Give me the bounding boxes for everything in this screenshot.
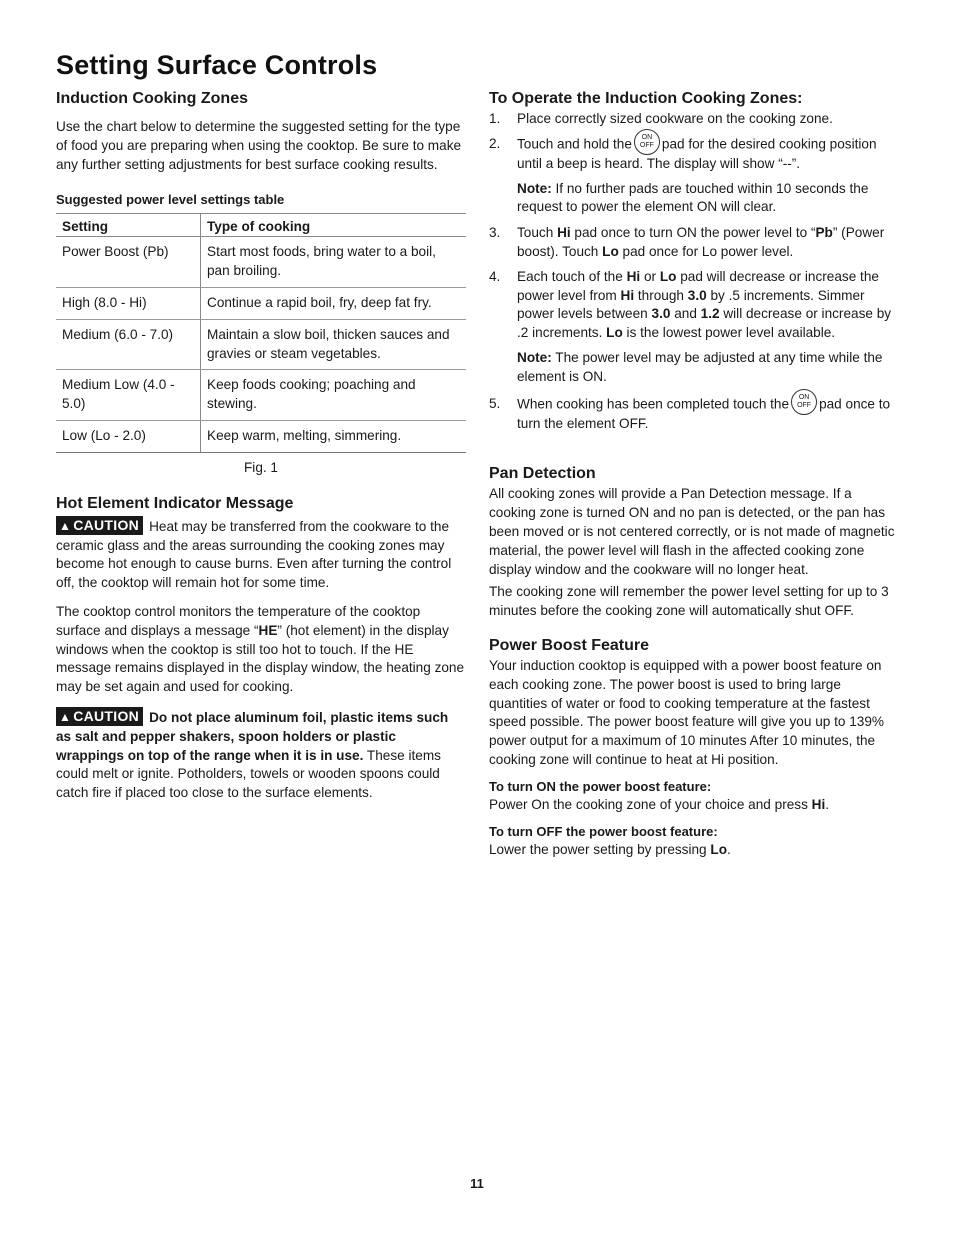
operate-steps: [489, 110, 901, 174]
figure-label: Fig. 1: [244, 459, 278, 475]
table-header-setting: Setting: [56, 214, 201, 237]
turn-off-heading: To turn OFF the power boost feature:: [489, 823, 718, 839]
note-2: [489, 349, 901, 387]
caution-badge: [56, 516, 143, 535]
step-4: 4. Each touch of the Hi or Lo pad will decrease or increase the power level from Hi through 3.0 by .5 increments. Simmer power levels between 3.0 and 1.2 will decrease or increase by .2 increments. Lo is the lowest power level available.: [489, 268, 892, 341]
monitor-paragraph: [56, 603, 466, 697]
monitor-text-pre: The cooktop control monitors the temperature of the cooktop surface and displays a message “: [56, 603, 421, 638]
operate-steps-end: [489, 395, 901, 434]
operate-steps-cont: [489, 224, 901, 343]
caution-badge-label: CAUTION: [73, 707, 140, 724]
pan-detection-text-1: All cooking zones will provide a Pan Detection message. If a cooking zone is turned ON and no pan is detected, or the pan has been moved or is not centered correctly, or is not made of magnetic material, the power level will flash in the affected cooking zone display window and the cookware will no longer heat.: [489, 486, 895, 577]
caution1-paragraph: [56, 516, 466, 593]
table-cell-setting: Low (Lo - 2.0): [56, 420, 201, 452]
right-column: [489, 88, 901, 859]
table-row: [56, 237, 466, 288]
on-off-pad-icon: ON OFF: [791, 389, 817, 415]
table-cell-type: Keep warm, melting, simmering.: [201, 420, 467, 452]
caution2-text: These items could melt or ignite. Potholders, towels or wooden spoons could catch fire if placed too close to the surface elements.: [56, 747, 441, 801]
table-row: [56, 287, 466, 319]
turn-on-text: Power On the cooking zone of your choice and press Hi.: [489, 796, 830, 812]
pan-detection-heading: Pan Detection: [489, 465, 596, 483]
note-label: Note:: [517, 349, 552, 365]
table-caption: Suggested power level settings table: [56, 192, 285, 208]
table-row: [56, 370, 466, 421]
induction-text: Use the chart below to determine the suggested setting for the type of food you are preparing when using the cooktop. Be sure to make any further setting adjustments for best surface cooking results.: [56, 119, 462, 172]
step-1: 1. Place correctly sized cookware on the cooking zone.: [489, 111, 833, 126]
table-cell-setting: Medium Low (4.0 - 5.0): [56, 370, 201, 421]
hot-element-heading: Hot Element Indicator Message: [56, 494, 294, 512]
power-boost-heading: Power Boost Feature: [489, 636, 650, 654]
step-5: 5. When cooking has been completed touch the ON OFF pad once to turn the element OFF.: [489, 395, 901, 434]
note-2-text: The power level may be adjusted at any time while the element is ON.: [517, 349, 883, 384]
monitor-he: HE: [258, 622, 278, 638]
step-5-pre: When cooking has been completed touch the: [517, 396, 790, 412]
step-5-post: pad once to turn the element OFF.: [517, 396, 891, 431]
power-boost-text: Your induction cooktop is equipped with a power boost feature on each cooking zone. The power boost is used to bring large quantities of water or food to cooking temperature at the fastest speed possible. The power boost feature will give you up to 139% power output for a maximum of 10 minutes After 10 minutes, the cooking zone will continue to heat at Hi position.: [489, 657, 884, 767]
table-cell-type: Continue a rapid boil, fry, deep fat fry.: [201, 287, 467, 319]
step-2-pre: Touch and hold the: [517, 136, 632, 152]
warning-triangle-icon: ▲: [59, 518, 72, 533]
table-header-type: Type of cooking: [201, 214, 467, 237]
page-number: 11: [470, 1176, 484, 1191]
page-title: Setting Surface Controls: [56, 50, 378, 80]
monitor-text-post: ” (hot element) in the display windows when the cooktop is still too hot to touch. If the HE message remains displayed in the display window, the heating zone may be set again and used for cooking.: [56, 622, 465, 695]
table-cell-type: Keep foods cooking; poaching and stewing.: [201, 370, 467, 421]
step-2: 2. Touch and hold the ON OFF pad for the desired cooking position until a beep is heard. The display will show “--”.: [489, 135, 901, 174]
table-cell-setting: Medium (6.0 - 7.0): [56, 319, 201, 370]
power-level-table: [56, 213, 466, 452]
table-cell-setting: Power Boost (Pb): [56, 237, 201, 288]
table-header-row: [56, 214, 466, 237]
induction-heading: Induction Cooking Zones: [56, 90, 248, 107]
turn-off-text: Lower the power setting by pressing Lo.: [489, 841, 731, 857]
step-1-text: Place correctly sized cookware on the cooking zone.: [517, 111, 833, 126]
table-cell-type: Maintain a slow boil, thicken sauces and gravies or steam vegetables.: [201, 319, 467, 370]
turn-on-heading: To turn ON the power boost feature:: [489, 778, 712, 794]
caution-badge-label: CAUTION: [73, 516, 140, 533]
left-column: [56, 88, 466, 803]
table-row: [56, 420, 466, 452]
note-label: Note:: [517, 180, 552, 196]
table-cell-type: Start most foods, bring water to a boil, pan broiling.: [201, 237, 467, 288]
warning-triangle-icon: ▲: [59, 709, 72, 724]
step-2-post: pad for the desired cooking position until a beep is heard. The display will show “--”.: [517, 136, 877, 171]
note-1-text: If no further pads are touched within 10 seconds the request to power the element ON will clear.: [517, 180, 869, 215]
caution-badge: [56, 707, 143, 726]
note-1: [489, 180, 901, 218]
caution2-bold-text: Do not place aluminum foil, plastic items such as salt and pepper shakers, spoon holders or plastic wrappings on top of the range when it is in use.: [56, 709, 449, 763]
table-row: [56, 319, 466, 370]
operate-heading: To Operate the Induction Cooking Zones:: [489, 90, 803, 107]
pan-detection-text-2: The cooking zone will remember the power level setting for up to 3 minutes before the cooking zone will automatically shut OFF.: [489, 584, 889, 619]
caution1-text: Heat may be transferred from the cookware to the ceramic glass and the areas surrounding the cooking zones may become hot enough to cause burns. Even after turning the control off, the cooktop will remain hot for some time.: [56, 518, 452, 591]
table-cell-setting: High (8.0 - Hi): [56, 287, 201, 319]
caution2-paragraph: [56, 707, 466, 803]
step-3: 3. Touch Hi pad once to turn ON the power level to “Pb” (Power boost). Touch Lo pad once for Lo power level.: [489, 225, 885, 259]
on-off-pad-icon: ON OFF: [634, 129, 660, 155]
